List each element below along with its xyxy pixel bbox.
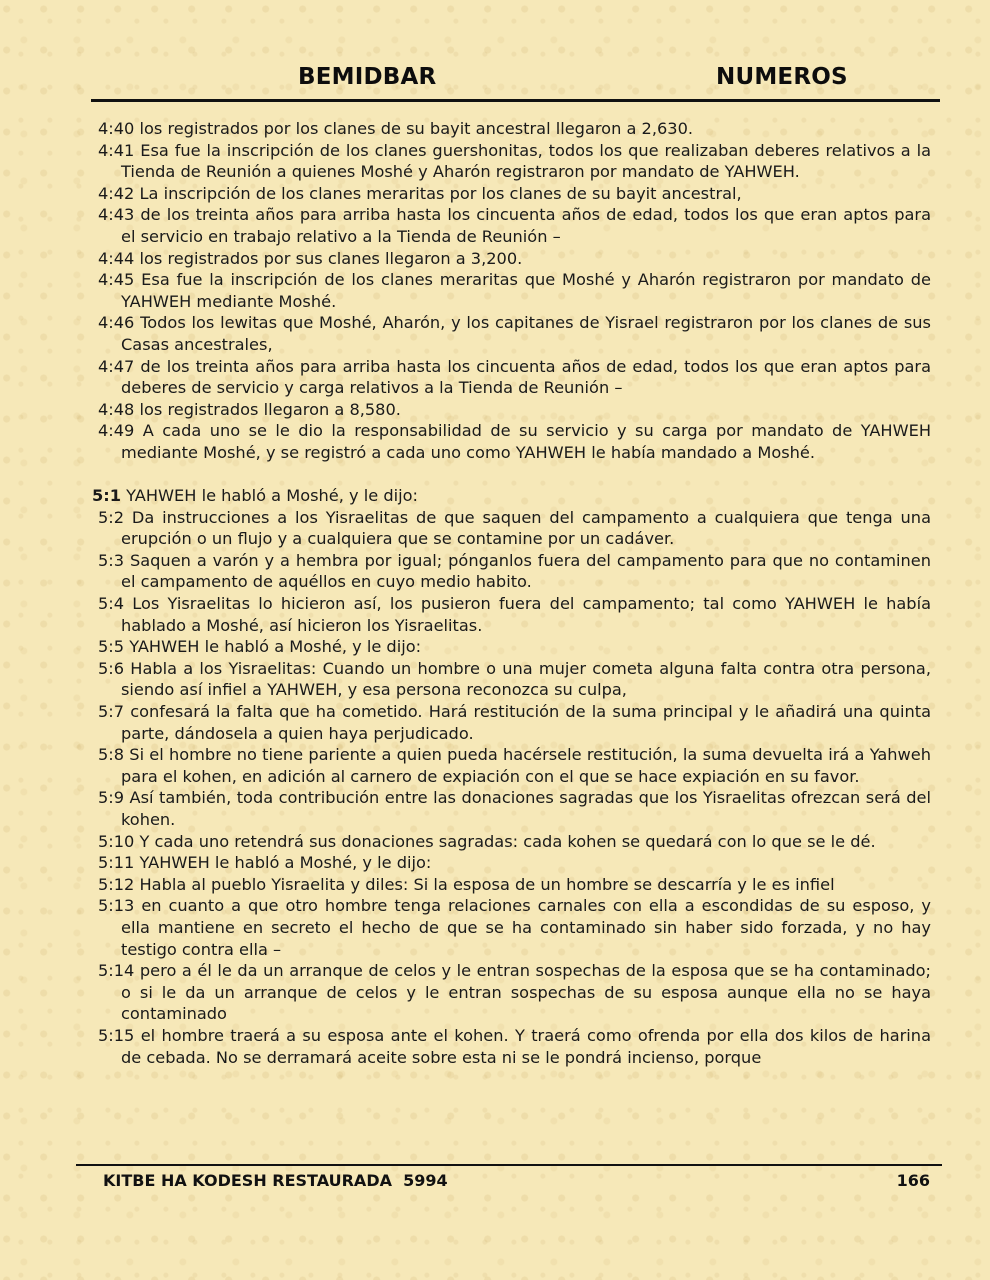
verse: 4:43 de los treinta años para arriba hasta los cincuenta años de edad, todos los que eran aptos para el servicio en trabajo relativo a la Tienda de Reunión –: [98, 205, 931, 246]
verse: 4:44 los registrados por sus clanes llegaron a 3,200.: [98, 248, 523, 268]
verse: 5:14 pero a él le da un arranque de celos y le entran sospechas de la esposa que se ha contaminado; o si le da un arranque de celos y le entran sospechas de su esposa aunque ella no se haya contaminado: [98, 961, 931, 1024]
scripture-text: [92, 118, 931, 1158]
verse: 5:3 Saquen a varón y a hembra por igual; pónganlos fuera del campamento para que no contaminen el campamento de aquéllos en cuyo medio habito.: [98, 550, 931, 592]
verse: 5:8 Si el hombre no tiene pariente a quien pueda hacérsele restitución, la suma devuelta irá a Yahweh para el kohen, en adición al carnero de expiación con el que se hace expiación en su favor.: [98, 745, 931, 786]
verse: 4:49 A cada uno se le dio la responsabilidad de su servicio y su carga por mandato de YAHWEH mediante Moshé, y se registró a cada uno como YAHWEH le había mandado a Moshé.: [98, 421, 931, 462]
header-rule: [91, 99, 940, 102]
verse: 4:47 de los treinta años para arriba hasta los cincuenta años de edad, todos los que eran aptos para deberes de servicio y carga relativos a la Tienda de Reunión –: [98, 356, 931, 398]
verse: 5:15 el hombre traerá a su esposa ante el kohen. Y traerá como ofrenda por ella dos kilos de harina de cebada. No se derramará aceite sobre esta ni se le pondrá incienso, porque: [98, 1025, 931, 1067]
verse: 5:5 YAHWEH le habló a Moshé, y le dijo:: [98, 637, 422, 657]
verse: 5:11 YAHWEH le habló a Moshé, y le dijo:: [98, 853, 432, 873]
verse: 5:6 Habla a los Yisraelitas: Cuando un hombre o una mujer cometa alguna falta contra otra persona, siendo así infiel a YAHWEH, y esa persona reconozca su culpa,: [98, 658, 931, 700]
verse: 4:45 Esa fue la inscripción de los clanes meraritas que Moshé y Aharón registraron por mandato de YAHWEH mediante Moshé.: [98, 270, 931, 311]
chapter-gap: [98, 464, 931, 486]
verse: 5:2 Da instrucciones a los Yisraelitas de que saquen del campamento a cualquiera que tenga una erupción o un flujo y a cualquiera que se contamine por un cadáver.: [98, 507, 931, 549]
verse: 4:46 Todos los lewitas que Moshé, Aharón, y los capitanes de Yisrael registraron por los clanes de sus Casas ancestrales,: [98, 313, 931, 354]
verse: 5:13 en cuanto a que otro hombre tenga relaciones carnales con ella a escondidas de su esposo, y ella mantiene en secreto el hecho de que se ha contaminado sin haber sido forzada, y no hay testigo contra ella –: [98, 896, 931, 959]
verse: 4:42 La inscripción de los clanes meraritas por los clanes de su bayit ancestral,: [98, 183, 742, 203]
page-number: 166: [896, 1171, 930, 1190]
chapter-5-first-verse: [92, 485, 931, 507]
verse: 5:9 Así también, toda contribución entre las donaciones sagradas que los Yisraelitas ofrezcan será del kohen.: [98, 788, 931, 829]
verse: 5:4 Los Yisraelitas lo hicieron así, los pusieron fuera del campamento; tal como YAHWEH le había hablado a Moshé, así hicieron los Yisraelitas.: [98, 594, 931, 635]
verse: 5:7 confesará la falta que ha cometido. Hará restitución de la suma principal y le añadirá una quinta parte, dándosela a quien haya perjudicado.: [98, 702, 931, 743]
running-header-left: BEMIDBAR: [298, 64, 437, 90]
verse: 4:48 los registrados llegaron a 8,580.: [98, 399, 401, 419]
running-header-right: NUMEROS: [716, 64, 848, 90]
verse-text: YAHWEH le habló a Moshé, y le dijo:: [121, 486, 419, 506]
verse: 4:41 Esa fue la inscripción de los clanes guershonitas, todos los que realizaban deberes relativos a la Tienda de Reunión a quienes Moshé y Aharón registraron por mandato de YAHWEH.: [98, 140, 931, 182]
chapter-number: 5:1: [92, 486, 121, 506]
verse: 5:12 Habla al pueblo Yisraelita y diles: Si la esposa de un hombre se descarría y le es infiel: [98, 874, 835, 894]
book-title: KITBE HA KODESH RESTAURADA 5994: [103, 1171, 448, 1190]
footer-rule: [76, 1164, 942, 1166]
verse: 4:40 los registrados por los clanes de su bayit ancestral llegaron a 2,630.: [98, 119, 694, 138]
verse: 5:10 Y cada uno retendrá sus donaciones sagradas: cada kohen se quedará con lo que se le dé.: [98, 831, 876, 851]
